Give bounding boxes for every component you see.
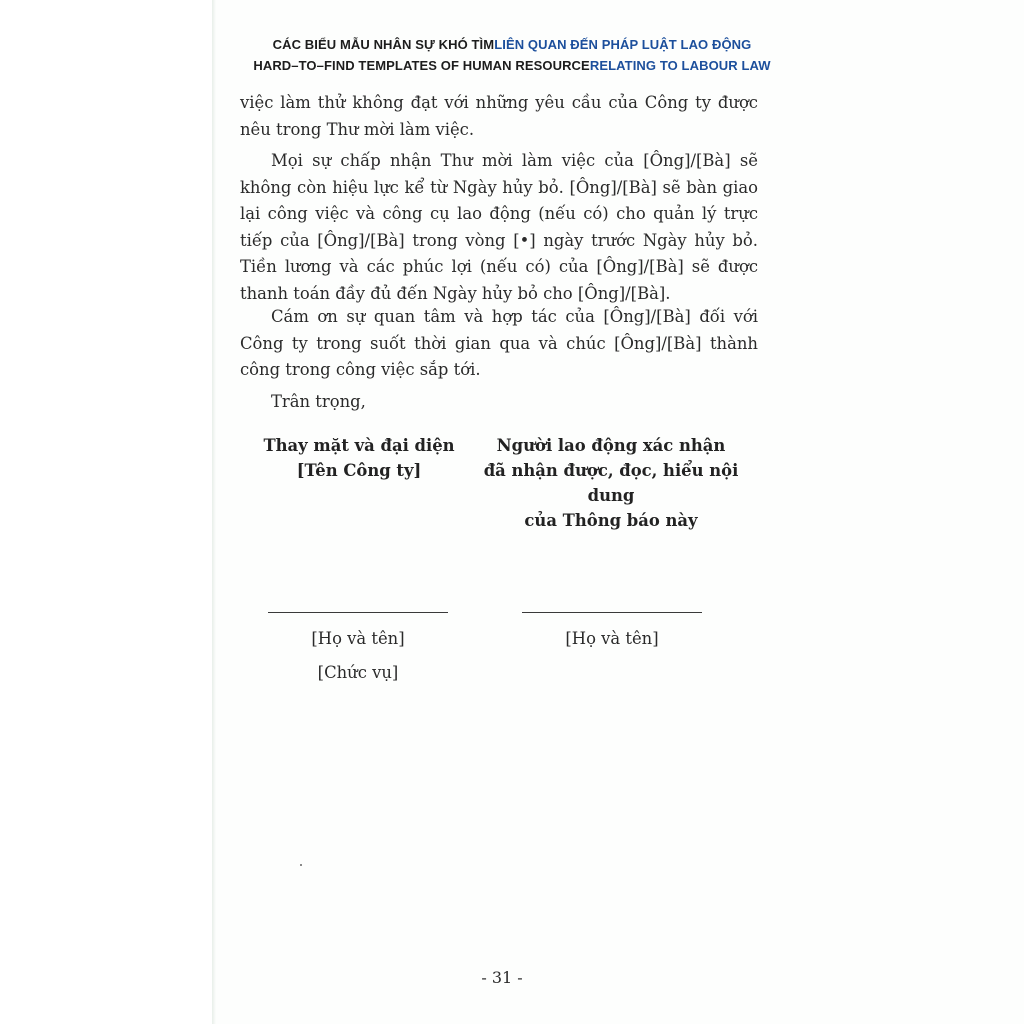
- employee-signer-name: [Họ và tên]: [565, 629, 659, 648]
- signature-block-employee: [466, 433, 756, 533]
- company-representative-label: Thay mặt và đại diện: [263, 436, 455, 455]
- header-title-vi: CÁC BIỂU MẪU NHÂN SỰ KHÓ TÌM: [272, 37, 495, 52]
- running-header-vietnamese: [0, 37, 1024, 52]
- header-subtitle-vi: LIÊN QUAN ĐẾN PHÁP LUẬT LAO ĐỘNG: [494, 37, 752, 52]
- company-signer-position: [Chức vụ]: [317, 663, 399, 682]
- employee-confirm-label: Người lao động xác nhận: [496, 436, 726, 455]
- closing-salutation: Trân trọng,: [271, 392, 366, 411]
- signature-block-company: [254, 433, 464, 483]
- print-speck: [300, 864, 302, 866]
- company-signature-line: [268, 612, 448, 613]
- paragraph-thanks: Cám ơn sự quan tâm và hợp tác của [Ông]/[Bà] đối với Công ty trong suốt thời gian qua và chúc [Ông]/[Bà] thành công trong công việc sắp tới.: [240, 307, 758, 379]
- company-name-placeholder: [Tên Công ty]: [296, 461, 422, 480]
- running-header-english: [0, 58, 1024, 73]
- header-title-en: HARD–TO–FIND TEMPLATES OF HUMAN RESOURCE: [253, 58, 590, 73]
- paragraph-continuation: việc làm thử không đạt với những yêu cầu của Công ty được nêu trong Thư mời làm việc.: [240, 93, 758, 139]
- paragraph-cancellation: Mọi sự chấp nhận Thư mời làm việc của [Ông]/[Bà] sẽ không còn hiệu lực kể từ Ngày hủy bỏ. [Ông]/[Bà] sẽ bàn giao lại công việc và công cụ lao động (nếu có) cho quản lý trực tiếp của [Ông]/[Bà] trong vòng [•] ngày trước Ngày hủy bỏ. Tiền lương và các phúc lợi (nếu có) của [Ông]/[Bà] sẽ được thanh toán đầy đủ đến Ngày hủy bỏ cho [Ông]/[Bà].: [240, 151, 758, 303]
- page-number: - 31 -: [481, 968, 523, 987]
- header-subtitle-en: RELATING TO LABOUR LAW: [589, 58, 771, 73]
- page-edge-shadow: [212, 0, 216, 1024]
- employee-confirm-notice: của Thông báo này: [524, 511, 698, 530]
- employee-signature-line: [522, 612, 702, 613]
- company-signer-name: [Họ và tên]: [311, 629, 405, 648]
- employee-confirm-detail: đã nhận được, đọc, hiểu nội dung: [483, 461, 739, 505]
